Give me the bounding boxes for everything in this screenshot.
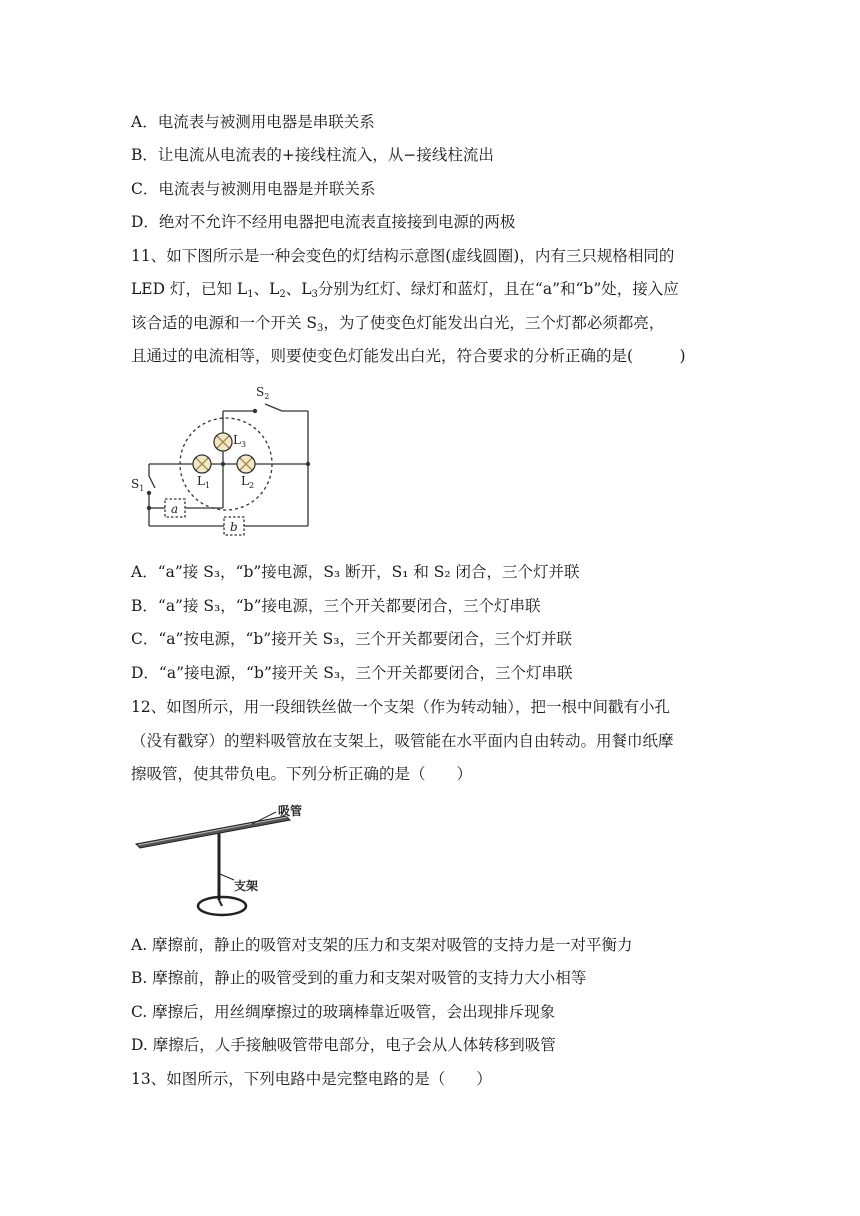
q10-option-c: C．电流表与被测用电器是并联关系 — [131, 180, 376, 198]
q10-option-a: A．电流表与被测用电器是串联关系 — [131, 113, 375, 131]
q10-option-d: D．绝对不允许不经用电器把电流表直接接到电源的两极 — [131, 213, 516, 231]
q13-stem-line1: 13、如图所示，下列电路中是完整电路的是（ ） — [131, 1070, 492, 1088]
q11-option-c: C．“a”按电源，“b”接开关 S₃，三个开关都要闭合，三个灯并联 — [131, 630, 572, 648]
label-stand: 支架 — [234, 879, 259, 893]
q11-stem-line2: LED 灯，已知 $L_1$、$L_2$、$L_3$分别为红灯、绿灯和蓝灯，且在“a”和“b”处，接入应 — [131, 280, 679, 300]
q12-option-a: A. 摩擦前，静止的吸管对支架的压力和支架对吸管的支持力是一对平衡力 — [131, 936, 633, 954]
label-straw: 吸管 — [278, 804, 303, 818]
label-a: a — [171, 502, 179, 516]
q12-option-c: C. 摩擦后，用丝绸摩擦过的玻璃棒靠近吸管，会出现排斥现象 — [131, 1003, 556, 1021]
q11-option-b: B．“a”接 S₃，“b”接电源，三个开关都要闭合，三个灯串联 — [131, 597, 541, 615]
label-l2: $L_2$ — [241, 474, 255, 490]
q11-option-d: D．“a”接电源，“b”接开关 S₃，三个开关都要闭合，三个灯串联 — [131, 664, 573, 682]
q11-circuit-diagram — [125, 380, 325, 550]
q11-stem-line1: 11、如下图所示是一种会变色的灯结构示意图(虚线圆圈)，内有三只规格相同的 — [131, 247, 675, 265]
q11-option-a: A．“a”接 S₃，“b”接电源，S₃ 断开，S₁ 和 S₂ 闭合，三个灯并联 — [131, 563, 580, 581]
label-b: b — [230, 520, 238, 534]
q12-stem-line3: 擦吸管，使其带负电。下列分析正确的是（ ） — [131, 765, 473, 783]
label-l3: $L_3$ — [233, 433, 247, 449]
q12-stem-line2: （没有戳穿）的塑料吸管放在支架上，吸管能在水平面内自由转动。用餐巾纸摩 — [131, 732, 674, 750]
label-s2: $S_2$ — [256, 385, 270, 401]
q11-stem-line4: 且通过的电流相等，则要使变色灯能发出白光，符合要求的分析正确的是( ) — [131, 347, 686, 365]
q12-straw-diagram — [130, 800, 320, 922]
q11-stem-line3: 该合适的电源和一个开关 $S_3$，为了使变色灯能发出白光，三个灯都必须都亮， — [131, 314, 665, 334]
q10-option-b: B．让电流从电流表的+接线柱流入，从−接线柱流出 — [131, 146, 494, 164]
q12-option-d: D. 摩擦后，人手接触吸管带电部分，电子会从人体转移到吸管 — [131, 1036, 556, 1054]
label-s1: $S_1$ — [131, 477, 145, 493]
q12-option-b: B. 摩擦前，静止的吸管受到的重力和支架对吸管的支持力大小相等 — [131, 969, 587, 987]
label-l1: $L_1$ — [197, 474, 211, 490]
q12-stem-line1: 12、如图所示，用一段细铁丝做一个支架（作为转动轴），把一根中间戳有小孔 — [131, 698, 670, 716]
